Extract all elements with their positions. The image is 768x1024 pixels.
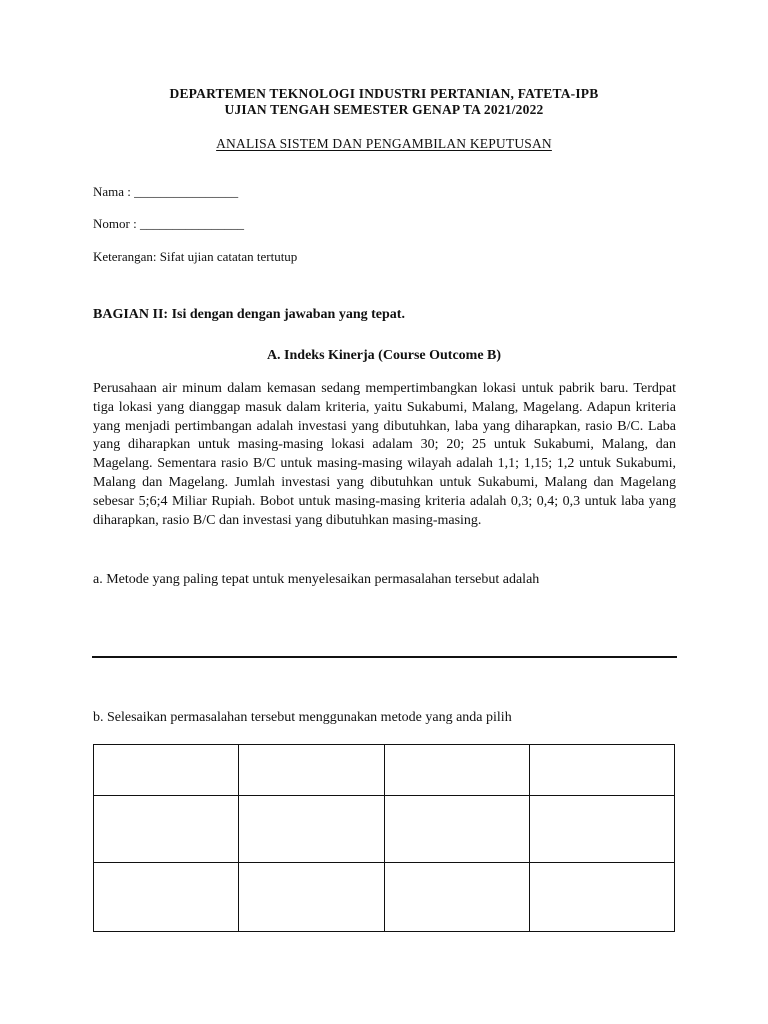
name-field[interactable]: Nama : ________________ (93, 184, 239, 199)
table-cell[interactable] (529, 745, 674, 796)
table-row (94, 745, 675, 796)
answer-table (93, 744, 675, 932)
question-a: a. Metode yang paling tepat untuk menyelesaikan permasalahan tersebut adalah (93, 572, 540, 587)
table-cell[interactable] (529, 863, 674, 932)
table-cell[interactable] (94, 863, 239, 932)
problem-paragraph: Perusahaan air minum dalam kemasan sedang mempertimbangkan lokasi untuk pabrik baru. Terdpat tiga lokasi yang dianggap masuk dalam kriteria, yaitu Sukabumi, Malang, Magelang. Adapun kriteria yang menjadi pertimbangan adalah investasi yang dibutuhkan, laba yang diharapkan, rasio B/C. Laba yang diharapkan untuk masing-masing lokasi adalam 30; 20; 25 untuk Sukabumi, Malang, dan Magelang. Sementara rasio B/C untuk masing-masing wilayah adalah 1,1; 1,15; 1,2 untuk Sukabumi, Malang dan Magelang. Jumlah investasi yang dibutuhkan untuk Sukabumi, Malang dan Magelang sebesar 5;6;4 Miliar Rupiah. Bobot untuk masing-masing kriteria adalah 0,3; 0,4; 0,3 untuk laba yang diharapkan, rasio B/C dan investasi yang dibutuhkan masing-masing. (93, 381, 676, 528)
table-row (94, 796, 675, 863)
header-line-2: UJIAN TENGAH SEMESTER GENAP TA 2021/2022 (224, 102, 544, 117)
answer-line[interactable] (92, 656, 677, 658)
course-title: ANALISA SISTEM DAN PENGAMBILAN KEPUTUSAN (216, 136, 552, 151)
header-line-1: DEPARTEMEN TEKNOLOGI INDUSTRI PERTANIAN, FATETA-IPB (169, 86, 599, 101)
table-cell[interactable] (529, 796, 674, 863)
table-cell[interactable] (239, 863, 384, 932)
table-cell[interactable] (384, 863, 529, 932)
question-b: b. Selesaikan permasalahan tersebut menggunakan metode yang anda pilih (93, 710, 512, 725)
table-cell[interactable] (94, 745, 239, 796)
subsection-title: A. Indeks Kinerja (Course Outcome B) (266, 348, 502, 363)
table-cell[interactable] (239, 745, 384, 796)
table-cell[interactable] (239, 796, 384, 863)
exam-note: Keterangan: Sifat ujian catatan tertutup (93, 249, 298, 264)
table-cell[interactable] (384, 796, 529, 863)
table-row (94, 863, 675, 932)
table-cell[interactable] (94, 796, 239, 863)
section-title: BAGIAN II: Isi dengan dengan jawaban yang tepat. (93, 307, 405, 322)
number-field[interactable]: Nomor : ________________ (93, 216, 244, 231)
table-cell[interactable] (384, 745, 529, 796)
